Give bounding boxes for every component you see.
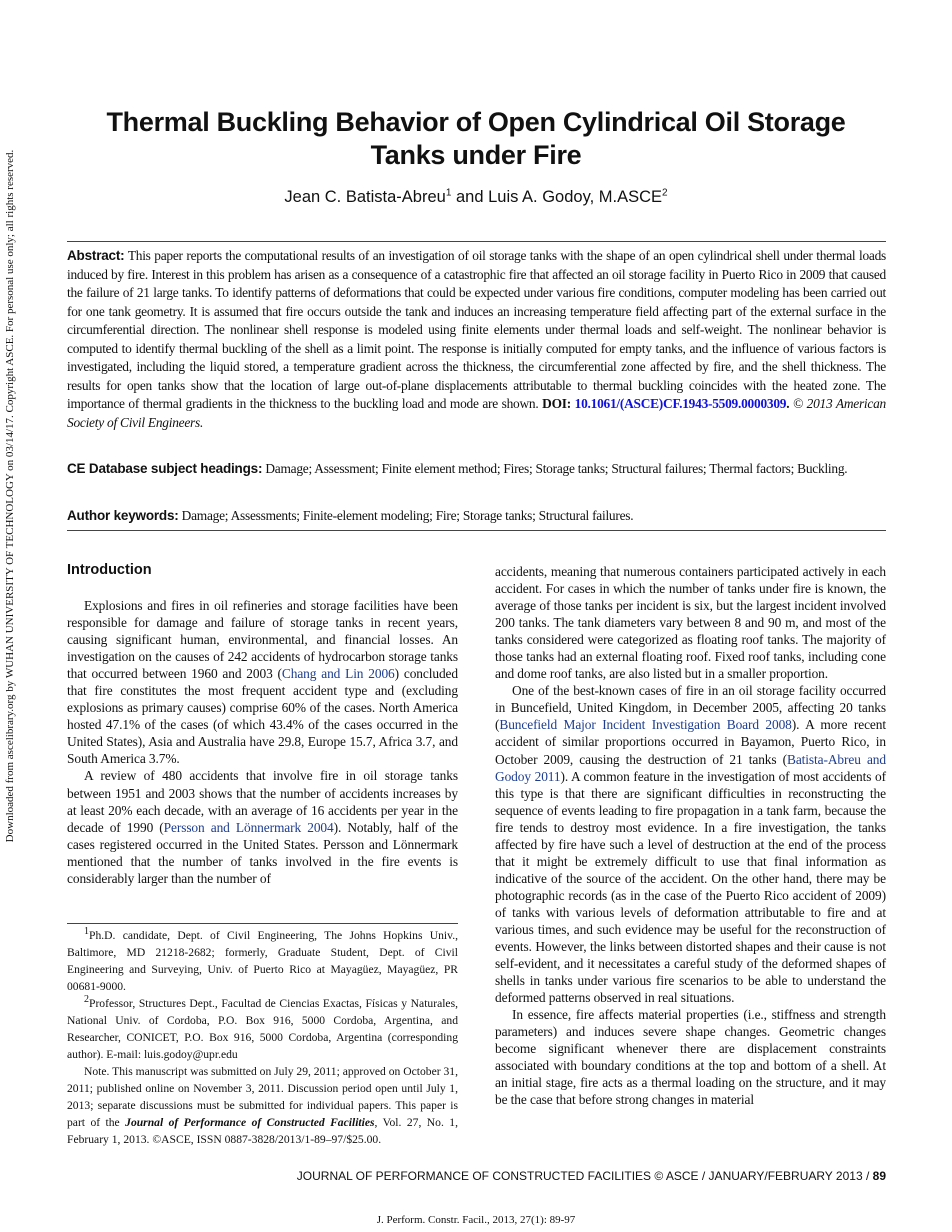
abstract-label: Abstract: xyxy=(67,248,125,263)
citation-link[interactable]: Buncefield Major Incident Investigation Board 2008 xyxy=(499,717,792,733)
divider-top xyxy=(67,241,886,242)
paragraph xyxy=(495,563,886,682)
journal-name: Journal of Performance of Constructed Facilities xyxy=(125,1116,375,1129)
abstract-text: This paper reports the computational results of an investigation of oil storage tanks with the shape of an open cylindrical shell under thermal loads induced by fire. Interest in this problem has arisen as a consequence of a catastrophic fire that affected an oil storage facility in Puerto Rico in 2009 that caused the failure of 21 large tanks. To identify patterns of deformations that could be expected under various fire conditions, computer modeling has been carried out for one tank geometry. It is assumed that fire occurs outside the tank and induces an increasing temperature field affecting part of the external surface in the circumferential direction. The nonlinear shell response is modeled using finite elements under thermal loads and self-weight. The nonlinear behavior is computed to identify thermal buckling of the shell as a limit point. The response is initially computed for empty tanks, and the influence of various factors is investigated, including the liquid stored, a temperature gradient across the thickness, the circumferential zone affected by fire, and the shell thickness. The results for open tanks show that the location of large out-of-plane displacements attributable to thermal buckling coincides with the heated zone. The importance of thermal gradients in the thickness to the buckling load and mode are shown. xyxy=(67,248,886,411)
footnote-2 xyxy=(67,995,458,1063)
subject-headings-label: CE Database subject headings: xyxy=(67,461,263,476)
footnote-2-number: 2 xyxy=(84,994,89,1006)
subject-headings xyxy=(67,460,886,479)
footnote-divider xyxy=(67,923,458,924)
author-keywords-text: Damage; Assessments; Finite-element modeling; Fire; Storage tanks; Structural failures. xyxy=(178,508,634,523)
section-heading-introduction: Introduction xyxy=(67,562,152,578)
citation-link[interactable]: Persson and Lönnermark 2004 xyxy=(163,819,334,835)
page-number: 89 xyxy=(872,1169,886,1183)
title-line-2: Tanks under Fire xyxy=(370,140,582,170)
footnote-2-text: Professor, Structures Dept., Facultad de Ciencias Exactas, Físicas y Naturales, National Univ. of Cordoba, P.O. Box 916, 5000 Cordoba, Argentina, and Researcher, CONICET, P.O. Box 916, 5000 Cordoba, Argentina (corresponding author). E-mail: luis.godoy@upr.edu xyxy=(67,997,458,1061)
citation-link[interactable]: Batista-Abreu and Godoy 2011 xyxy=(495,751,886,784)
doi-label: DOI: xyxy=(542,396,571,411)
copyright: © 2013 American Society of Civil Engineers. xyxy=(67,396,886,430)
doi-link[interactable]: 10.1061/(ASCE)CF.1943-5509.0000309 xyxy=(574,396,787,411)
footnote-1-text: Ph.D. candidate, Dept. of Civil Engineering, The Johns Hopkins Univ., Baltimore, MD 21218-2682; formerly, Graduate Student, Dept. of Civil Engineering and Surveying, Univ. of Puerto Rico at Mayagüez, Mayagüez, PR 00681-9000. xyxy=(67,929,458,993)
footnote-1 xyxy=(67,927,458,995)
paragraph xyxy=(67,597,458,767)
subject-headings-text: Damage; Assessment; Finite element method; Fires; Storage tanks; Structural failures; Thermal factors; Buckling. xyxy=(262,461,848,476)
author-keywords xyxy=(67,507,886,526)
note-text: Note. This manuscript was submitted on July 29, 2011; approved on October 31, 2011; published online on November 3, 2011. Discussion period open until July 1, 2013; separate discussions must be submitted for individual papers. This paper is part of the xyxy=(67,1065,458,1129)
page-footer xyxy=(297,1169,886,1183)
divider-bottom xyxy=(67,530,886,531)
footnotes xyxy=(67,927,458,1148)
right-column xyxy=(495,563,886,1109)
author-keywords-label: Author keywords: xyxy=(67,508,179,523)
paragraph-text: ). Notably, half of the cases registered occurred in the United States. Persson and Lönnermark mentioned that the number of tanks involved in the fire events is considerably larger than the number of xyxy=(67,819,458,886)
left-column xyxy=(67,597,458,887)
paragraph-text: One of the best-known cases of fire in an oil storage facility occurred in Buncefield, United Kingdom, in December 2005, affecting 20 tanks ( xyxy=(495,683,886,733)
author-2-footnote-ref: 2 xyxy=(662,187,668,199)
abstract: Abstract: This paper reports the computational results of an investigation of oil storage tanks with the shape of an open cylindrical shell under thermal loads induced by fire. Interest in this problem has arisen as a consequence of a catastrophic fire that affected an oil storage facility in Puerto Rico in 2009 that caused the failure of 21 large tanks. To identify patterns of deformations that could be expected under various fire conditions, computer modeling has been carried out for one tank geometry. It is assumed that fire occurs outside the tank and induces an increasing temperature field affecting part of the external surface in the circumferential direction. The nonlinear shell response is modeled using finite elements under thermal loads and self-weight. The nonlinear behavior is computed to identify thermal buckling of the shell as a limit point. The response is initially computed for empty tanks, and the influence of various factors is investigated, including the liquid stored, a temperature gradient across the thickness, the circumferential zone affected by fire, and the shell thickness. The results for open tanks show that the location of large out-of-plane displacements attributable to thermal buckling coincides with the heated zone. The importance of thermal gradients in the thickness to the buckling load and mode are shown. DOI: 10.1061/(ASCE)CF.1943-5509.0000309. © 2013 American Society of Civil Engineers. xyxy=(67,248,886,430)
footnote-1-number: 1 xyxy=(84,926,89,938)
paragraph xyxy=(495,682,886,1006)
paragraph-text: In essence, fire affects material properties (i.e., stiffness and strength parameters) and induces severe shape changes. Geometric changes become significant whenever there are displacement constraints associated with boundary conditions at the top and bottom of a shell. At an initial stage, fire acts as a thermal loading on the structure, and it may be the case that before strong changes in material xyxy=(495,1007,886,1108)
paragraph-text: ). A more recent accident of similar proportions occurred in Bayamon, Puerto Rico, in October 2009, causing the destruction of 21 tanks ( xyxy=(495,717,886,767)
manuscript-note xyxy=(67,1063,458,1148)
paragraph-text: ). A common feature in the investigation of most accidents of this type is that there are significant difficulties in reconstructing the sequence of events leading to fire propagation in a tank farm, because the fire tends to destroy most evidence. In a fire investigation, the tanks affected by fire have such a level of destruction at the end of the process that it might be extremely difficult to use that final information as indicative of the source of the accident. On the other hand, there may be photographic records (as in the case of the Puerto Rico accident of 2009) of tanks with various levels of deformation attributable to fire and at various times, and such evidence may be useful for the reconstruction of events. However, the links between distorted shapes and their cause is not self-evident, and it necessitates a careful study of the deformed shapes of shells in tanks under various fire scenarios to be able to understand the deformed patterns observed in real situations. xyxy=(495,768,886,1006)
author-1-footnote-ref: 1 xyxy=(445,187,452,199)
title-line-1: Thermal Buckling Behavior of Open Cylindrical Oil Storage xyxy=(106,107,846,137)
paragraph-text: ) concluded that fire constitutes the most frequent accident type and (excluding explosions as primary causes) comprise 60% of the cases. North America hosted 47.1% of the cases (of which 43.4% of the cases occurred in the United States), Asia and Australia have 29.8, Europe 15.7, Africa 3.7, and South America 3.7%. xyxy=(67,666,458,767)
paragraph-text: Explosions and fires in oil refineries and storage facilities have been responsible for damage and failure of storage tanks in recent years, causing significant human, environmental, and financial losses. An investigation on the causes of 242 accidents of hydrocarbon storage tanks that occurred between 1960 and 2003 ( xyxy=(67,598,458,682)
author-2: and Luis A. Godoy, M.ASCE xyxy=(451,188,663,206)
paragraph xyxy=(67,767,458,886)
footer-journal: JOURNAL OF PERFORMANCE OF CONSTRUCTED FACILITIES © ASCE / JANUARY/FEBRUARY 2013 / xyxy=(296,1169,873,1183)
authors xyxy=(60,188,892,207)
paragraph-text: accidents, meaning that numerous containers participated actively in each accident. For cases in which the number of tanks under fire is known, the average of those tanks per incident is six, but the largest incident involved 200 tanks. The tank diameters vary between 8 and 90 m, and most of the tanks considered were categorized as floating roof tanks. The majority of those tanks had an external floating roof. Fixed roof tanks, including cone and dome roof tanks, are also listed but in a smaller proportion. xyxy=(495,564,886,682)
paper-title xyxy=(60,106,892,172)
citation-link[interactable]: Chang and Lin 2006 xyxy=(281,666,395,682)
note-text-end: , Vol. 27, No. 1, February 1, 2013. ©ASCE, ISSN 0887-3828/2013/1-89–97/$25.00. xyxy=(67,1116,458,1146)
download-notice: Downloaded from ascelibrary.org by WUHAN UNIVERSITY OF TECHNOLOGY on 03/14/17. Copyright ASCE. For personal use only; all rights reserved. xyxy=(4,149,16,843)
paragraph-text: A review of 480 accidents that involve fire in oil storage tanks between 1951 and 2003 shows that the number of accidents increases by at least 20% each decade, with an average of 16 accidents per year in the decade of 1990 ( xyxy=(67,768,458,835)
author-1: Jean C. Batista-Abreu xyxy=(284,188,446,206)
citation-line: J. Perform. Constr. Facil., 2013, 27(1): 89-97 xyxy=(376,1214,576,1226)
paragraph xyxy=(495,1006,886,1108)
